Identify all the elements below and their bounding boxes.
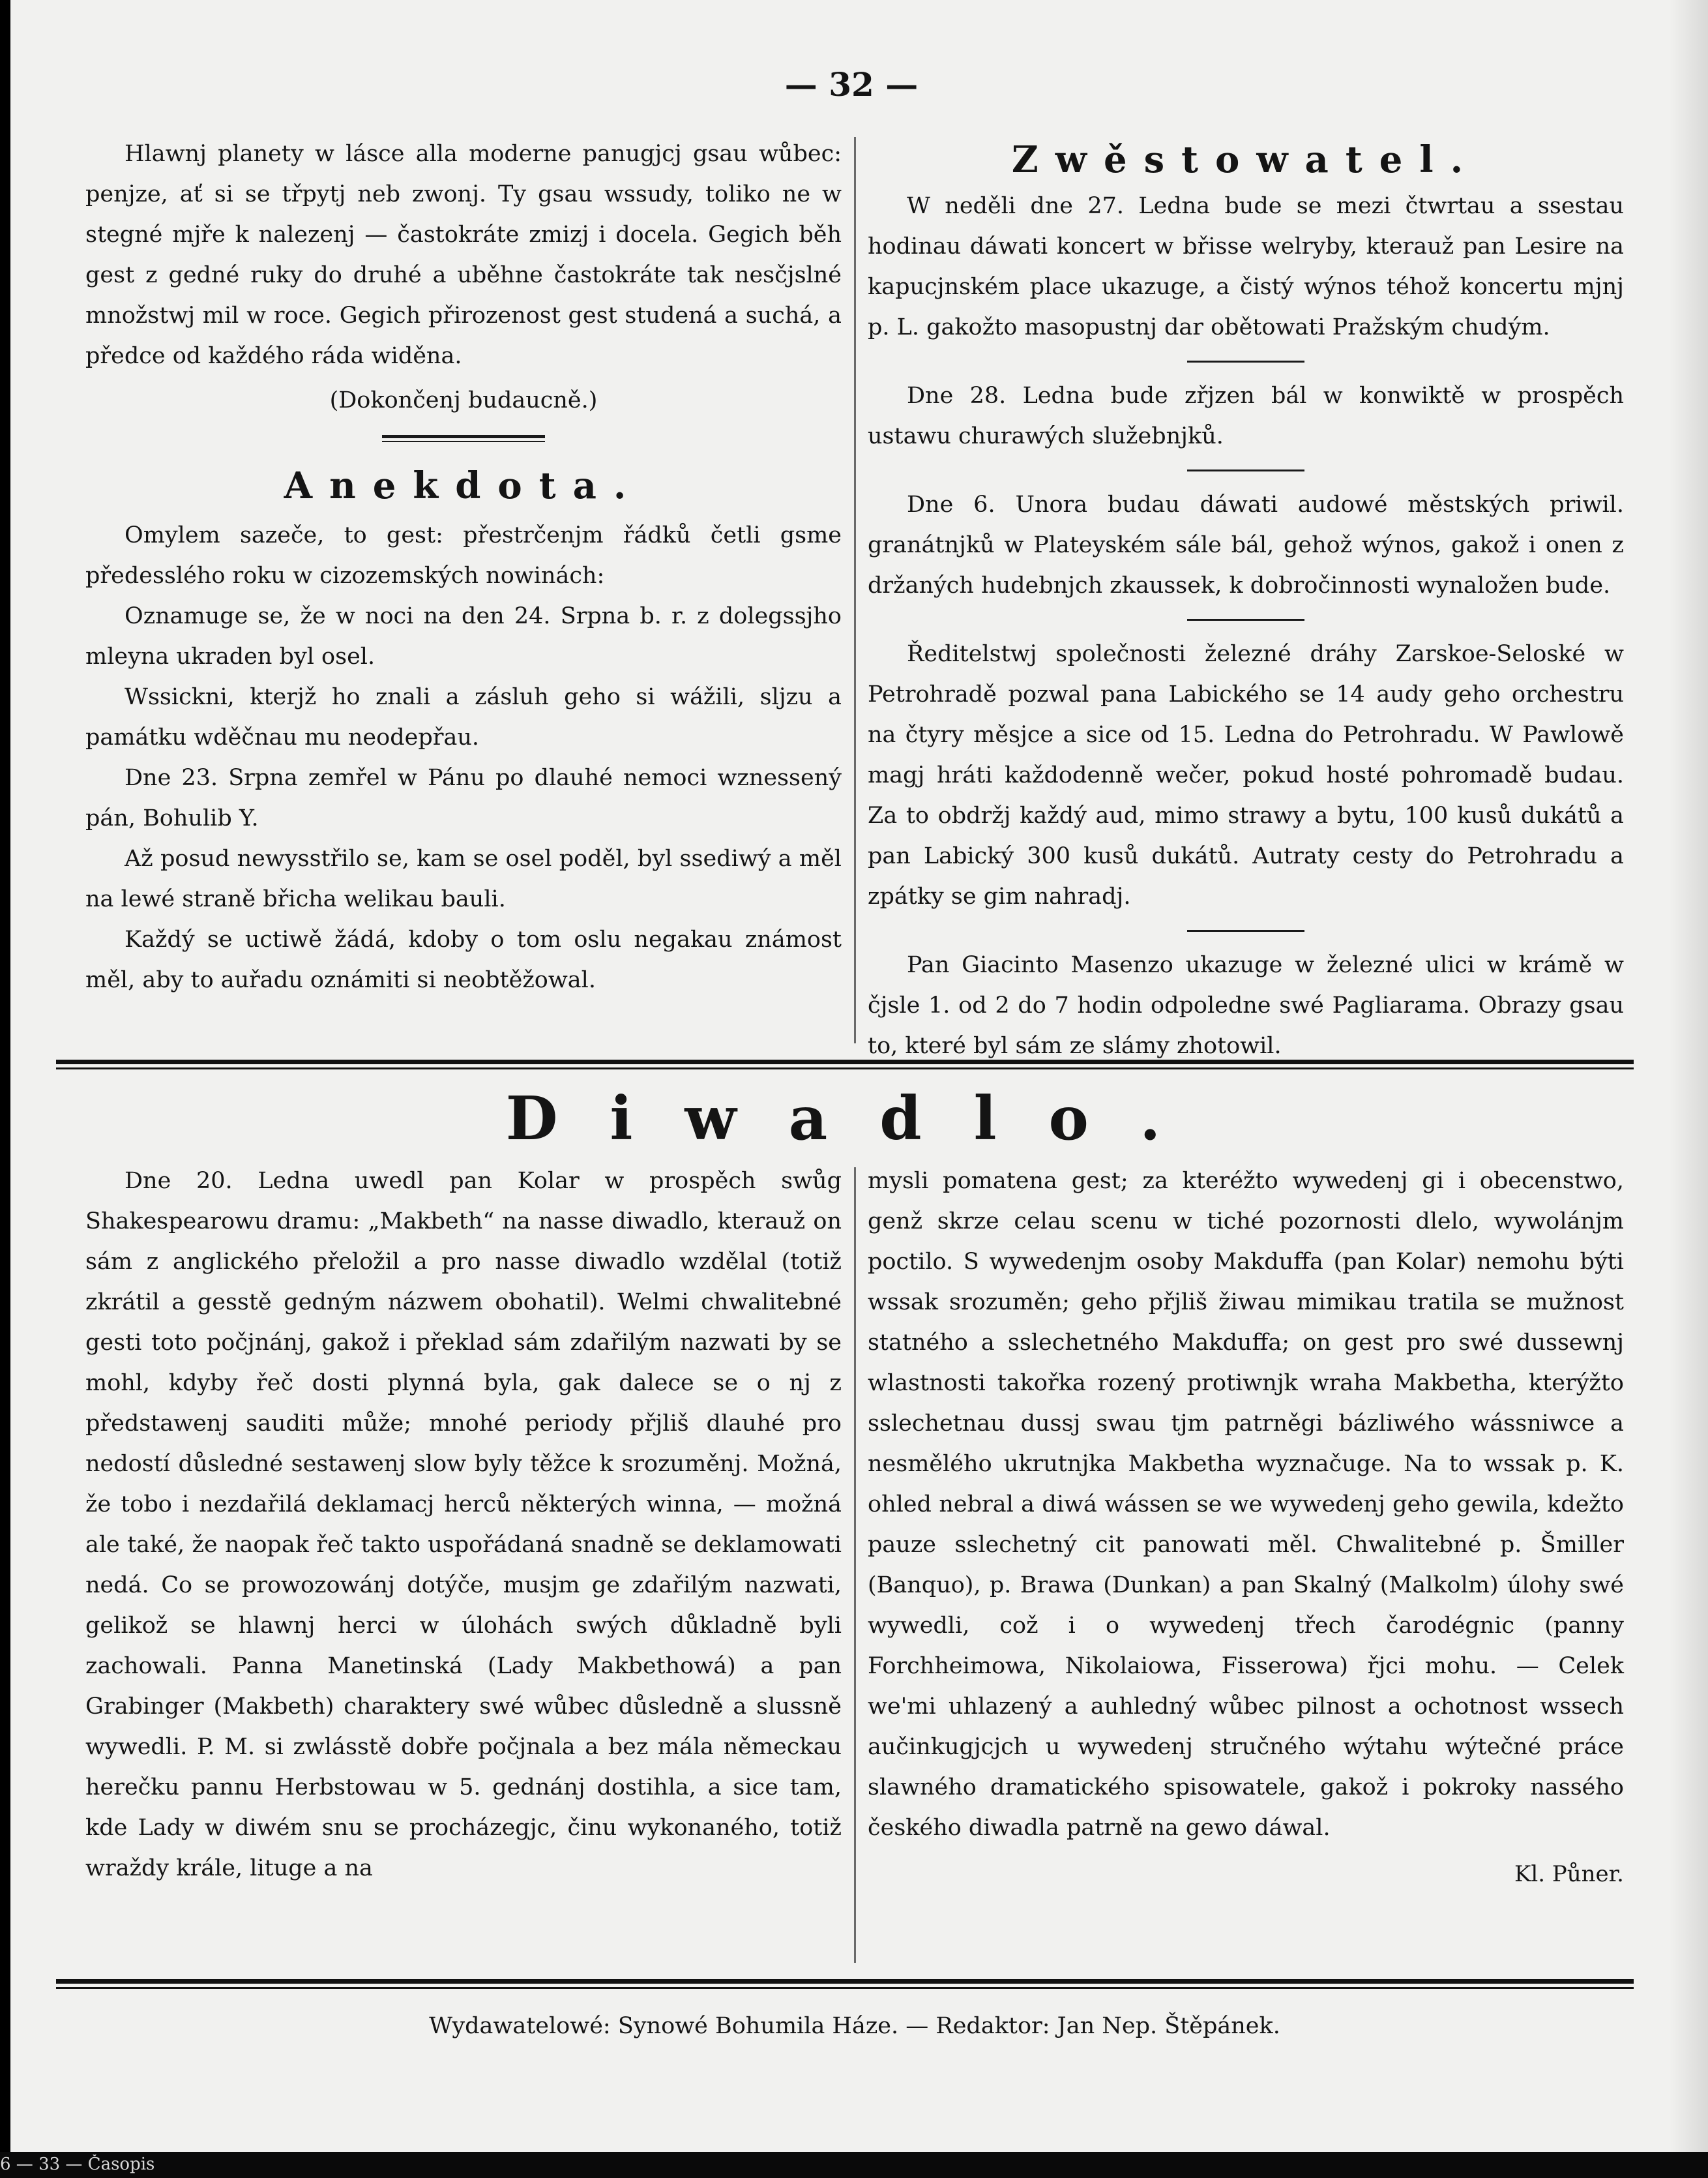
page-number: — 32 — <box>784 65 919 104</box>
theatre-review-left: Dne 20. Ledna uwedl pan Kolar w prospěch swůg Shakespearowu dramu: „Makbeth“ na nasse diwadlo, kterauž on sám z anglického přeložil a pro nasse diwadlo wzdělal (totiž zkrátil a gesstě gedným názwem obohatil). Welmi chwalitebné gesti toto počjnánj, gakož i překlad sám zdařilým nazwati by se mohl, kdyby řeč dosti plynná byla, gak dalece se o nj z předstawenj sauditi může; mnohé periody přjliš dlauhé pro nedostí důsledné sestawenj slow byly těžce k srozuměnj. Možná, že tobo i nezdařilá deklamacj herců některých winna, — možná ale také, že naopak řeč takto uspořádaná snadně se deklamowati nedá. Co se prowozowánj dotýče, musjm ge zdařilým nazwati, gelikož se hlawnj herci w úlohách swých důkladně byli zachowali. Panna Manetinská (Lady Makbethowá) a pan Grabinger (Makbeth) charaktery swé wůbec důsledně a slussně wywedli. P. M. si zwlásstě dobře počjnala a bez mála německau herečku pannu Herbstowau w 5. gednánj dostihla, a sice tam, kde Lady w diwém snu se procházegjc, činu wykonaného, totiž wraždy krále, lituge a na <box>85 1168 842 1881</box>
anecdote-paragraph: Dne 23. Srpna zemřel w Pánu po dlauhé nemoci wznessený pán, Bohulib Y. <box>85 765 842 831</box>
next-page-fragment: 6 — 33 — Časopis <box>0 2155 155 2174</box>
news-paragraph: Dne 6. Unora budau dáwati audowé městských priwil. granátnjků w Plateyském sále bál, gehož wýnos, gakož i onen z držaných hudebnjch zkaussek, k dobročinnosti wynaložen bude. <box>868 492 1624 599</box>
news-paragraph: Ředitelstwj společnosti železné dráhy Zarskoe-Seloské w Petrohradě pozwal pana Labického se 14 audy geho orchestru na čtyry měsjce a sice od 15. Ledna do Petrohradu. W Pawlowě magj hráti každodenně wečer, pokud hosté pohromadě budau. Za to obdržj každý aud, mimo strawy a bytu, 100 kusů dukátů a pan Labický 300 kusů dukátů. Autraty cesty do Petrohradu a zpátky se gim nahradj. <box>868 641 1624 910</box>
theatre-left-column <box>85 1161 842 1888</box>
news-divider <box>1187 930 1304 932</box>
publisher-footer: Wydawatelowé: Synowé Bohumila Háze. — Redaktor: Jan Nep. Štěpánek. <box>429 2013 1280 2039</box>
continuation-note: (Dokončenj budaucně.) <box>329 387 598 413</box>
news-paragraph: Dne 28. Ledna bude zřjzen bál w konwiktě w prospěch ustawu churawých služebnjků. <box>868 383 1624 449</box>
news-divider <box>1187 619 1304 621</box>
anecdote-paragraph: Wssickni, kterjž ho znali a zásluh geho si wážili, sljzu a památku wděčnau mu neodepřau. <box>85 684 842 751</box>
news-paragraph: W neděli dne 27. Ledna bude se mezi čtwrtau a ssestau hodinau dáwati koncert w břisse welryby, kterauž pan Lesire na kapucjnském place ukazuge, a čistý wýnos téhož koncertu mjnj p. L. gakožto masopustnj dar obětowati Pražským chudým. <box>868 193 1624 340</box>
scan-bottom-edge <box>0 2152 1708 2178</box>
anecdote-paragraph: Oznamuge se, že w noci na den 24. Srpna b. r. z dolegssjho mleyna ukraden byl osel. <box>85 603 842 670</box>
section-divider <box>382 435 545 442</box>
column-divider-bottom <box>854 1167 856 1963</box>
planets-paragraph: Hlawnj planety w lásce alla moderne panugjcj gsau wůbec: penjze, ať si se třpytj neb zwonj. Ty gsau wssudy, toliko ne w stegné mjře k nalezenj — častokráte zmizj i docela. Gegich běh gest z gedné ruky do druhé a uběhne častokráte tak nesčjslné množstwj mil w roce. Gegich přirozenost gest studená a suchá, a předce od každého ráda widěna. <box>85 141 842 369</box>
theatre-separator-rule <box>56 1060 1634 1069</box>
footer-rule <box>56 1979 1634 1989</box>
newspaper-page <box>10 0 1708 2152</box>
theatre-title: Diwadlo. <box>505 1083 1213 1154</box>
anecdote-paragraph: Až posud newysstřilo se, kam se osel poděl, byl ssediwý a měl na lewé straně břicha welikau bauli. <box>85 846 842 912</box>
news-paragraph: Pan Giacinto Masenzo ukazuge w železné ulici w krámě w čjsle 1. od 2 do 7 hodin odpoledne swé Pagliarama. Obrazy gsau to, které byl sám ze slámy zhotowil. <box>868 952 1624 1059</box>
column-divider-top <box>854 137 856 1043</box>
news-title: Zwěstowatel. <box>1011 138 1480 181</box>
left-top-column <box>85 134 842 1000</box>
right-top-column <box>868 134 1624 1066</box>
theatre-review-right: mysli pomatena gest; za kteréžto wywedenj gi i obecenstwo, genž skrze celau scenu w tiché pozornosti dlelo, wywolánjm poctilo. S wywedenjm osoby Makduffa (pan Kolar) nemohu býti wssak srozuměn; geho přjliš žiwau mimikau tratila se mužnost statného a sslechetného Makduffa; on gest pro swé dussewnj wlastnosti takořka rozený protiwnjk wraha Makbetha, kterýžto sslechetnau dussj swau tjm patrněgi bázliwého wássniwce a nesmělého ukrutnjka Makbetha wyznačuge. Na to wssak p. K. ohled nebral a diwá wássen se we wywedenj geho gewila, kdežto pauze sslechetný cit panowati měl. Chwalitebné p. Šmiller (Banquo), p. Brawa (Dunkan) a pan Skalný (Malkolm) úlohy swé wywedli, což i o wywedenj třech čarodégnic (panny Forchheimowa, Nikolaiowa, Fisserowa) řjci mohu. — Celek we'mi uhlazený a auhledný wůbec pilnost a ochotnost wssech aučinkugjcjch u wywedenj stručného wýtahu wýtečné práce slawného dramatického spisowatele, gakož i pokroky nassého českého diwadla patrně na gewo dáwal. <box>868 1168 1624 1841</box>
anecdote-title: Anekdota. <box>284 464 643 507</box>
page-shadow <box>1669 0 1708 2152</box>
theatre-right-column <box>868 1161 1624 1894</box>
news-divider <box>1187 361 1304 363</box>
anecdote-paragraph: Každý se uctiwě žádá, kdoby o tom oslu negakau známost měl, aby to auřadu oznámiti si neobtěžowal. <box>85 927 842 993</box>
anecdote-intro: Omylem sazeče, to gest: přestrčenjm řádků četli gsme předesslého roku w cizozemských nowinách: <box>85 522 842 589</box>
news-divider <box>1187 470 1304 471</box>
review-signature: Kl. Půner. <box>1514 1861 1624 1887</box>
